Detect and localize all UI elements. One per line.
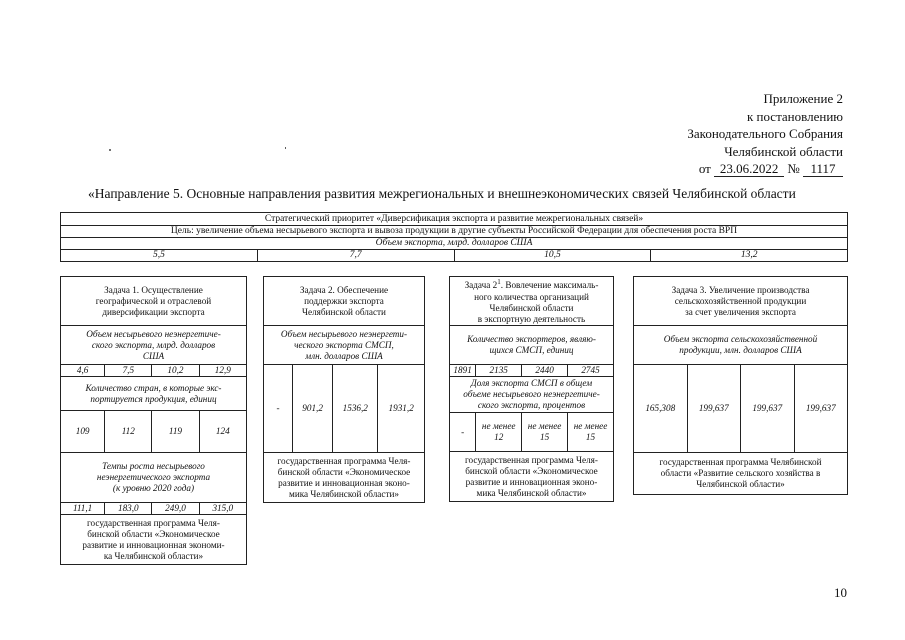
task-3-block (633, 276, 848, 495)
task-1-indicator-1-value: 4,6 (61, 365, 105, 377)
task-3-indicator-value: 165,308 (634, 365, 688, 453)
task-3-indicator-value: 199,637 (794, 365, 848, 453)
task-2-1-indicator-2-value: не менее 15 (568, 413, 614, 452)
scan-dot (285, 147, 286, 149)
task-1-indicator-3-label: Темпы роста несырьевого неэнергетического экспорта (к уровню 2020 года) (61, 453, 247, 503)
task-1-indicator-2-value: 124 (199, 411, 246, 453)
task-3-title: Задача 3. Увеличение производства сельскохозяйственной продукции за счет увеличения экспорта (634, 277, 848, 326)
priority-table (60, 212, 848, 262)
task-3-indicator-label: Объем экспорта сельскохозяйственной продукции, млн. долларов США (634, 326, 848, 365)
task-3-indicator-value: 199,637 (687, 365, 741, 453)
task-2-1-block (449, 276, 614, 502)
resolution-label: к постановлению (746, 108, 843, 124)
export-volume-value: 7,7 (257, 250, 454, 262)
task-2-title: Задача 2. Обеспечение поддержки экспорта Челябинской области (264, 277, 425, 326)
task-1-title: Задача 1. Осуществление географической и отраслевой диверсификации экспорта (61, 277, 247, 326)
task-1-indicator-3-value: 249,0 (152, 503, 199, 515)
task-1-indicator-2-value: 119 (152, 411, 199, 453)
export-volume-value: 5,5 (61, 250, 258, 262)
task-2-1-title: Задача $2^1$. Вовлечение максималь- ного количества организаций Челябинской области в экспортную деятельность (450, 277, 614, 326)
appendix-label: Приложение 2 (763, 91, 843, 106)
task-1-indicator-3-value: 315,0 (199, 503, 246, 515)
task-2-1-indicator-1-label: Количество экспортеров, являю- щихся СМСП, единиц (450, 326, 614, 365)
assembly-label: Законодательного Собрания (687, 126, 843, 141)
strategic-priority: Стратегический приоритет «Диверсификация экспорта и развитие межрегиональных связей» (61, 213, 848, 226)
export-volume-label: Объем экспорта, млрд. долларов США (61, 238, 848, 250)
task-1-indicator-1-value: 7,5 (105, 365, 152, 377)
section-title: «Направление 5. Основные направления развития межрегиональных и внешнеэкономических связей Челябинской области (88, 186, 796, 201)
task-1-indicator-2-value: 109 (61, 411, 105, 453)
goal-row: Цель: увеличение объема несырьевого экспорта и вывоза продукции в другие субъекты Российской Федерации для обеспечения роста ВРП (61, 226, 848, 238)
task-2-program: государственная программа Челя- бинской области «Экономическое развитие и инновационная эконо- мика Челябинской области» (264, 453, 425, 503)
task-2-indicator-value: 1931,2 (378, 365, 425, 453)
task-2-1-indicator-2-label: Доля экспорта СМСП в общем объеме несырьевого неэнергетиче- ского экспорта, процентов (450, 377, 614, 413)
region-label: Челябинской области (724, 143, 843, 159)
task-1-program: государственная программа Челя- бинской области «Экономическое развитие и инновационная экономи- ка Челябинской области» (61, 515, 247, 565)
task-1-indicator-3-value: 183,0 (105, 503, 152, 515)
task-2-1-indicator-1-value: 1891 (450, 365, 476, 377)
task-2-indicator-value: 1536,2 (333, 365, 378, 453)
resolution-number: 1117 (803, 162, 843, 177)
task-1-indicator-1-label: Объем несырьевого неэнергетиче- ского экспорта, млрд. долларов США (61, 326, 247, 365)
task-3-program: государственная программа Челябинской области «Развитие сельского хозяйства в Челябинской области» (634, 453, 848, 495)
task-2-indicator-label: Объем несырьевого неэнергети- ческого экспорта СМСП, млн. долларов США (264, 326, 425, 365)
task-2-1-indicator-1-value: 2745 (568, 365, 614, 377)
resolution-date: 23.06.2022 (714, 162, 784, 177)
task-1-indicator-2-label: Количество стран, в которые экс- портируется продукция, единиц (61, 377, 247, 411)
task-1-indicator-2-value: 112 (105, 411, 152, 453)
task-2-1-indicator-2-value: - (450, 413, 476, 452)
task-1-indicator-1-value: 12,9 (199, 365, 246, 377)
task-2-indicator-value: 901,2 (292, 365, 332, 453)
scan-dot (109, 149, 111, 151)
document-header (687, 90, 843, 178)
task-2-1-indicator-1-value: 2440 (522, 365, 568, 377)
task-2-block (263, 276, 425, 503)
task-2-1-program: государственная программа Челя- бинской области «Экономическое развитие и инновационная эконо- мика Челябинской области» (450, 452, 614, 502)
task-1-block (60, 276, 247, 565)
task-1-indicator-1-value: 10,2 (152, 365, 199, 377)
task-2-1-indicator-1-value: 2135 (476, 365, 522, 377)
task-2-indicator-value: - (264, 365, 293, 453)
export-volume-value: 10,5 (454, 250, 651, 262)
task-2-1-indicator-2-value: не менее 12 (476, 413, 522, 452)
date-line: от 23.06.2022 № 1117 (687, 160, 843, 178)
export-volume-value: 13,2 (651, 250, 848, 262)
task-2-1-indicator-2-value: не менее 15 (522, 413, 568, 452)
task-3-indicator-value: 199,637 (741, 365, 795, 453)
task-1-indicator-3-value: 111,1 (61, 503, 105, 515)
page-number: 10 (834, 585, 847, 600)
